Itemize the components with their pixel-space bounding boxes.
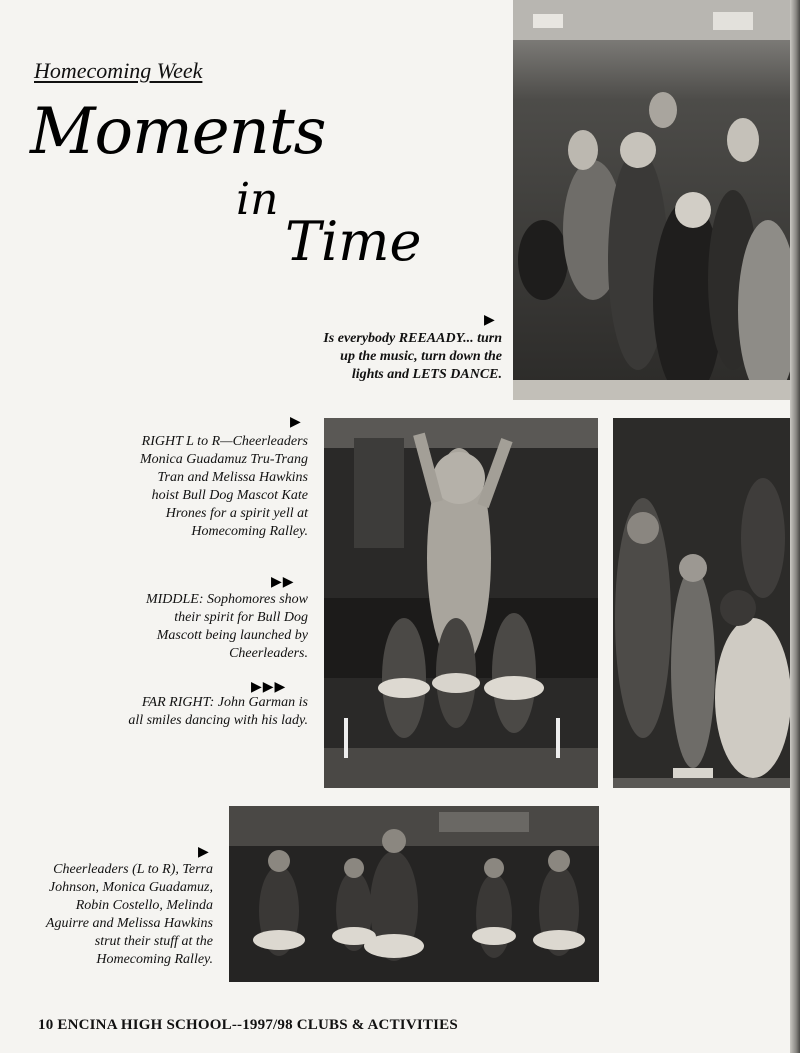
page-number: 10	[38, 1017, 54, 1033]
footer-text: ENCINA HIGH SCHOOL--1997/98 CLUBS & ACTIVITIES	[57, 1017, 458, 1033]
title-line-3: Time	[285, 210, 422, 273]
dance-caption-arrow-icon: ▶	[484, 312, 496, 328]
title-line-1: Moments	[30, 95, 326, 169]
cheerleaders-photo	[229, 806, 599, 982]
right-caption: RIGHT L to R—Cheerleaders Monica Guadamuz Tru-Trang Tran and Melissa Hawkins hoist Bull Dog Mascot Kate Hrones for a spirit yell at Homecoming Ralley.	[139, 434, 308, 539]
page-footer	[38, 1017, 458, 1034]
middle-caption-arrow-icon: ▶▶	[271, 574, 295, 590]
page-spine-shadow	[790, 0, 800, 1053]
dance-caption: Is everybody REEAADY... turn up the music, turn down the lights and LETS DANCE.	[323, 331, 502, 382]
bottom-caption: Cheerleaders (L to R), Terra Johnson, Monica Guadamuz, Robin Costello, Melinda Aguirre and Melissa Hawkins strut their stuff at the Homecoming Ralley.	[45, 862, 213, 967]
middle-caption: MIDDLE: Sophomores show their spirit for Bull Dog Mascott being launched by Cheerleaders.	[145, 592, 308, 661]
far-right-caption-arrow-icon: ▶▶▶	[251, 679, 287, 695]
title-line-2: in	[236, 174, 279, 225]
section-label: Homecoming Week	[34, 58, 203, 83]
mascot-hoist-photo	[324, 418, 598, 788]
dance-crowd-photo	[513, 0, 790, 400]
right-caption-arrow-icon: ▶	[290, 414, 302, 430]
bottom-caption-arrow-icon: ▶	[198, 844, 210, 860]
far-right-caption: FAR RIGHT: John Garman is all smiles dancing with his lady.	[128, 695, 308, 728]
dancing-couple-photo	[613, 418, 790, 788]
